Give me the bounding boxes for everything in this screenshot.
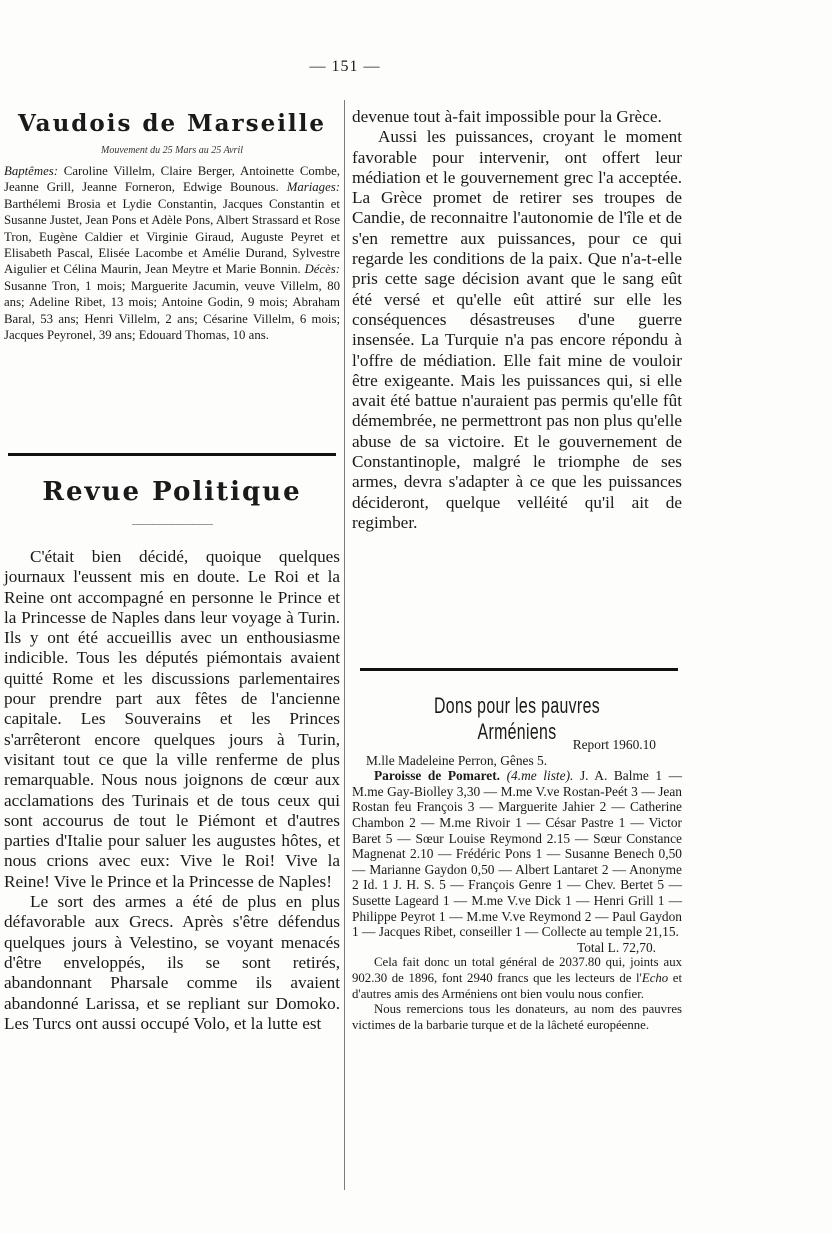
liste-label: (4.me liste).	[506, 768, 574, 784]
dons-title: Dons pour les pauvres Arméniens	[433, 693, 601, 744]
dons-report: Report 1960.10	[572, 737, 656, 752]
revue-paragraph-3: Aussi les puissances, croyant le moment favorable pour intervenir, ont offert leur médiation et le gouvernement grec l'a acceptée. La Grèce promet de retirer ses troupes de Candie, de reconnaitre l'autonomie de l'île et de s'en remettre aux puissances, pour ce qui regarde les conditions de la paix. Que n'a-t-elle pris cette sage décision avant que le sang eût été versé et qu'elle eût attiré sur elle les conséquences désastreuses d'une guerre insensée. La Turquie n'a pas encore répondu à l'offre de médiation. Elle fait mine de vouloir être exigeante. Mais les puissances qui, si elle avait été battue n'auraient pas permis qu'elle fût démembrée, ne permettront pas non plus qu'elle abuse de sa victoire. Et le gouvernement de Constantinople, malgré le triomphe de ses armes, devra s'adapter à ce que les puissances décideront, quelque velléité qu'il ait de regimber.	[352, 127, 682, 532]
dons-thanks: Nous remercions tous les donateurs, au nom des pauvres victimes de la barbarie turque et de la lâcheté européenne.	[352, 1002, 682, 1032]
revue-continuation: devenue tout à-fait impossible pour la Grèce.	[352, 107, 662, 126]
dons-total-text-b: et d'autres amis des Arméniens ont bien voulu nous confier.	[352, 970, 682, 1001]
dons-mlle: M.lle Madeleine Perron, Gênes 5.	[366, 752, 548, 768]
revue-ornament: ————————	[132, 518, 212, 530]
mariages-label: Mariages:	[286, 180, 340, 195]
dons-total-text-a: Cela fait donc un total général de 2037.80 qui, joints aux 902.30 de 1896, font 2940 francs que les lecteurs de l'	[352, 955, 682, 985]
dons-list: J. A. Balme 1 — M.me Gay-Biolley 3,30 — M.me V.ve Rostan-Peét 3 — Jean Rostan feu François 3 — Marguerite Jahier 2 — Catherine Chambon 2 — M.me Rivoir 1 — César Pastre 1 — Victor Baret 5 — Sœur Louise Reymond 2.15 — Sœur Constance Magnenat 2.10 — Frédéric Pons 1 — Susanne Benech 0,50 — Marianne Gaydon 0,50 — Albert Lantaret 2 — Anonyme 2 Id. 1 J. H. S. 5 — François Genre 1 — Chev. Bertet 5 — Susette Lageard 1 — M.me V.ve Dick 1 — Henri Grill 1 — Philippe Peyrot 1 — M.me V.ve Reymond 2 — Paul Gaydon 1 — Jacques Ribet, conseiller 1 — Collecte au temple 21,15.	[352, 768, 683, 940]
section-rule-left	[8, 453, 336, 456]
revue-body-right	[352, 107, 682, 533]
vaudois-registry	[4, 163, 340, 343]
revue-paragraph-1: C'était bien décidé, quoique quelques journaux l'eussent mis en doute. Le Roi et la Reine ont accompagné en personne le Prince et la Princesse de Naples dans leur voyage à Turin. Ils y ont été accueillis avec un enthousiasme indicible. Tous les députés piémontais avaient quitté Rome et les discussions parlementaires pour prendre part aux fêtes de l'ancienne capitale. Les Souverains et les Princes s'arrêteront encore quelques jours à Turin, visitant tout ce que la ville renferme de plus remarquable. Nous nous joignons de cœur aux acclamations des Turinais et de tous ceux qui sont accourus de tout le Piémont et d'autres parties d'Italie pour saluer les augustes hôtes, et nous crions avec eux: Vive le Roi! Vive la Reine! Vive le Prince et la Princesse de Naples!	[4, 547, 340, 891]
revue-title: Revue Politique	[42, 477, 302, 507]
vaudois-subtitle: Mouvement du 25 Mars au 25 Avril	[100, 145, 244, 156]
revue-paragraph-2: Le sort des armes a été de plus en plus défavorable aux Grecs. Après s'être défendus quelques jours à Velestino, se voyant menacés d'être enveloppés, ils se sont retirés, abandonnant Pharsale comme ils avaient abandonné Larissa, et se repliant sur Domoko. Les Turcs ont aussi occupé Volo, et la lutte est	[4, 892, 340, 1033]
dons-body	[352, 737, 682, 1033]
baptemes-label: Baptêmes:	[4, 164, 59, 178]
vaudois-title: Vaudois de Marseille	[17, 110, 327, 137]
paroisse-label: Paroisse de Pomaret.	[374, 768, 501, 784]
deces-text: Susanne Tron, 1 mois; Marguerite Jacumin, veuve Villelm, 80 ans; Adeline Ribet, 13 mois; Antoine Godin, 9 mois; Abraham Baral, 53 ans; Henri Villelm, 2 ans; Césarine Villelm, 6 mois; Jacques Peyronel, 39 ans; Edouard Thomas, 10 ans.	[4, 278, 340, 343]
baptemes-text: Caroline Villelm, Claire Berger, Antoinette Combe, Jeanne Grill, Jeanne Forneron, Edwige Bounous.	[4, 164, 340, 195]
deces-label: Décès:	[304, 262, 340, 277]
section-rule-right	[360, 668, 678, 671]
echo-name: Echo	[641, 970, 669, 985]
mariages-text: Barthélemi Brosia et Lydie Constantin, Jacques Constantin et Susanne Justet, Jean Pons et Adèle Pons, Albert Strassard et Rose Tron, Eugène Caldier et Virginie Giraud, Auguste Peyret et Elisabeth Pascal, Elisée Lacombe et Amélie Durand, Sylvestre Aigulier et Célina Maurin, Jean Meytre et Marie Bonnin.	[4, 196, 340, 277]
page-number: — 151 —	[309, 58, 381, 75]
revue-body-left	[4, 547, 340, 1034]
column-divider	[344, 100, 345, 1190]
dons-total: Total L. 72,70.	[576, 939, 656, 955]
